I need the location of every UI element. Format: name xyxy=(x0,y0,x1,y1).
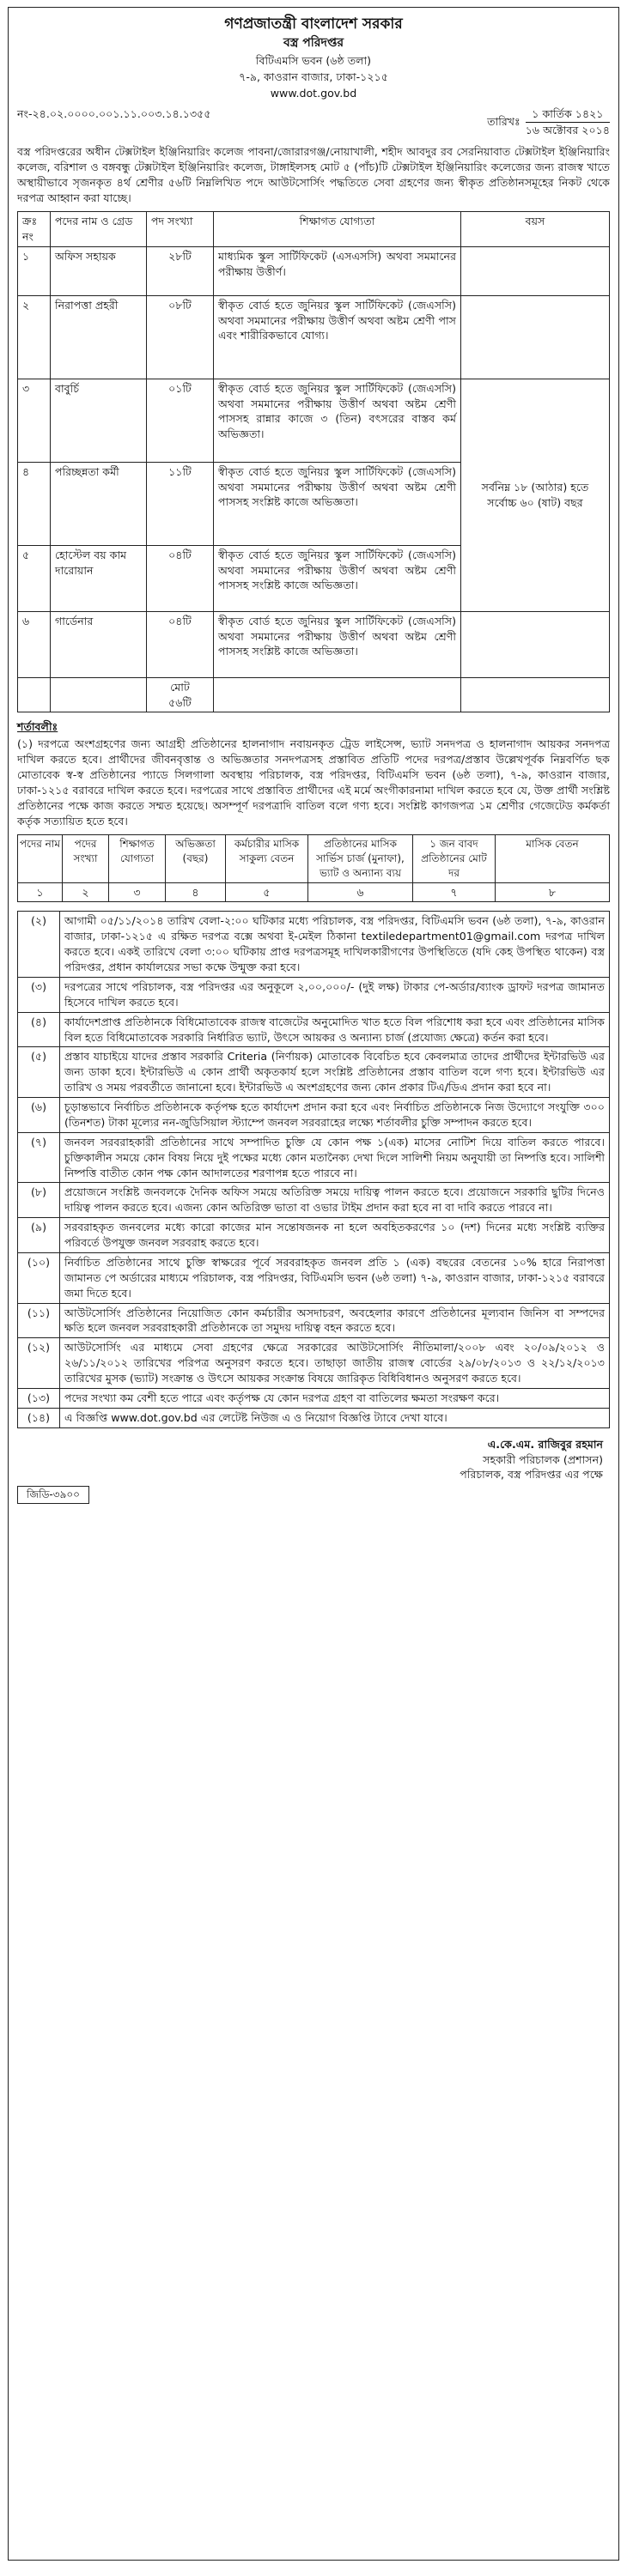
term-text: জনবল সরবরাহকারী প্রতিষ্ঠানের সাথে সম্পাদিত চুক্তি যে কোন পক্ষ ১(এক) মাসের নোটিশ দিয়ে বাতিল করতে পারবে। চুক্তিকালীন সময়ে কোন বিষয় নিয়ে দুই পক্ষের মধ্যে কোন মতানৈক্য দেখা দিলে সালিশী নিয়ম অনুযায়ী তা নিষ্পত্তি হবে। সালিশী নিষ্পত্তি বাতীত কোন পক্ষ কোন আদালতের শরণাপন্ন হতে পারবে না। xyxy=(60,1132,610,1183)
term-number: (৩) xyxy=(18,977,60,1012)
term-text: আউটসোর্সিং প্রতিষ্ঠানের নিয়োজিত কোন কর্মচারীর অসদাচরণ, অবহেলার কারণে প্রতিষ্ঠানের মূল্যবান জিনিস বা সম্পদের ক্ষতি হলে জনবল সরবরাহকারী প্রতিষ্ঠানকে তা সমুদয় দায়িত্ব বহন করতে হবে। xyxy=(60,1303,610,1338)
term-number: (২) xyxy=(18,912,60,978)
cell-post-count: ০৪টি xyxy=(147,611,214,677)
date-bangla: ১ কার্তিক ১৪২১ xyxy=(526,106,610,123)
term-number: (৯) xyxy=(18,1218,60,1253)
col-age: বয়স xyxy=(461,211,610,246)
cell-post-name: নিরাপত্তা প্রহরী xyxy=(51,295,147,379)
col-number: ২ xyxy=(63,882,109,902)
total-row xyxy=(18,677,610,712)
term-text: দরপত্রের সাথে পরিচালক, বস্ত্র পরিদপ্তর এর অনুকূলে ২,০০,০০০/- (দুই লক্ষ) টাকার পে-অর্ডার/ব্যাংক ড্রাফট দরপত্র জামানত হিসেবে দাখিল করতে হবে। xyxy=(60,977,610,1012)
col-monthly-salary: মাসিক বেতন xyxy=(496,834,610,882)
table-row xyxy=(18,611,610,677)
total-value: ৫৬টি xyxy=(168,695,192,709)
table-row xyxy=(18,1218,610,1253)
cell-post-count: ০৮টি xyxy=(147,295,214,379)
table-row xyxy=(18,1338,610,1389)
cell-post-count: ০১টি xyxy=(147,379,214,462)
col-post-name: পদের নাম xyxy=(18,834,63,882)
office-address: ৭-৯, কাওরান বাজার, ঢাকা-১২১৫ xyxy=(239,70,388,83)
tender-notice xyxy=(8,7,619,2561)
term-text: প্রস্তাব যাচাইয়ে যাদের প্রস্তাব সরকারি Criteria (নির্ণায়ক) মোতাবেক বিবেচিত হবে কেবলমাত্র তাদের প্রার্থীদের ইন্টারভিউ এর জন্য ডাকা হবে। ইন্টারভিউ এ কোন প্রার্থী অকৃতকার্য হলে সংশ্লিষ্ট প্রতিষ্ঠানের প্রস্তাব বাতিল বলে গণ্য হবে। ইন্টারভিউ এর তারিখ ও সময় পরবর্তীতে জানানো হবে। ইন্টারভিউ এ অংশগ্রহণের জন্য কোন প্রকার টিএ/ডিএ প্রদান করা হবে না। xyxy=(60,1047,610,1098)
cell-qualification: মাধ্যমিক স্কুল সার্টিফিকেট (এসএসসি) অথবা সমমানের পরীক্ষায় উত্তীর্ণ। xyxy=(214,246,461,295)
cell-qualification: স্বীকৃত বোর্ড হতে জুনিয়র স্কুল সার্টিফিকেট (জেএসসি) অথবা সমমানের পরীক্ষায় উত্তীর্ণ অথবা অষ্টম শ্রেণী পাসসহ সংশ্লিষ্ট কাজে অভিজ্ঞতা। xyxy=(214,611,461,677)
col-post-name: পদের নাম ও গ্রেড xyxy=(51,211,147,246)
notice-header xyxy=(17,14,610,101)
cell-qualification: স্বীকৃত বোর্ড হতে জুনিয়র স্কুল সার্টিফিকেট (জেএসসি) অথবা সমমানের পরীক্ষায় উত্তীর্ণ অথবা অষ্টম শ্রেণী পাসসহ সংশ্লিষ্ট কাজে অভিজ্ঞতা। xyxy=(214,545,461,611)
term-text: প্রয়োজনে সংশ্লিষ্ট জনবলকে দৈনিক অফিস সময়ে অতিরিক্ত সময়ে দায়িত্ব পালন করতে হবে। প্রয়োজনে সরকারি ছুটির দিনেও দায়িত্ব পালন করতে হবে। এজন্য কোন অতিরিক্ত ভাতা বা ওভার টাইম প্রদান করা হবে না বা দাবি করতে পারবে না। xyxy=(60,1183,610,1218)
terms-table xyxy=(17,911,610,1427)
table-row xyxy=(18,1252,610,1303)
table-row xyxy=(18,1408,610,1427)
date-label: তারিখঃ xyxy=(487,115,520,129)
term-number: (১২) xyxy=(18,1338,60,1389)
col-number: ৬ xyxy=(308,882,413,902)
cell-post-count: ২৮টি xyxy=(147,246,214,295)
term-text: কার্যাদেশপ্রাপ্ত প্রতিষ্ঠানকে বিধিমোতাবেক রাজস্ব বাজেটের অনুমোদিত খাত হতে বিল পরিশোধ করা হবে এবং প্রতিষ্ঠানের মাসিক বিল হতে বিধিমোতাবেক সরকারি নির্ধারিত ভ্যাট, উৎসে আয়কর ও অন্যান্য চার্জ (প্রযোজ্য ক্ষেত্রে) কর্তন করা হবে। xyxy=(60,1012,610,1047)
term-number: (৮) xyxy=(18,1183,60,1218)
table-row xyxy=(18,1132,610,1183)
building-name: বিটিএমসি ভবন (৬ষ্ঠ তলা) xyxy=(255,54,372,67)
total-label: মোট xyxy=(170,680,190,694)
cell-post-name: পরিচ্ছন্নতা কর্মী xyxy=(51,462,147,545)
cell-qualification: স্বীকৃত বোর্ড হতে জুনিয়র স্কুল সার্টিফিকেট (জেএসসি) অথবা সমমানের পরীক্ষায় উত্তীর্ণ অথবা অষ্টম শ্রেণী পাস এবং শারীরিকভাবে যোগ্য। xyxy=(214,295,461,379)
total-cell xyxy=(147,677,214,712)
term-text: আগামী ০৫/১১/২০১৪ তারিখ বেলা-২:০০ ঘটিকার মধ্যে পরিচালক, বস্ত্র পরিদপ্তর, বিটিএমসি ভবন (৬ষ্ঠ তলা), ৭-৯, কাওরান বাজার, ঢাকা-১২১৫ এ রক্ষিত দরপত্র বক্সে অথবা ই-মেইল ঠিকানা textiledepartment01@gmail.com দরপত্র দাখিল করতে হবে। একই তারিখে বেলা ৩:০০ ঘটিকায় প্রাপ্ত দরপত্রসমূহ দাখিলকারীগণের উপস্থিতিতে (যদি কেহ উপস্থিত থাকেন) বস্ত্র পরিদপ্তর, প্রধান কার্যালয়ের সভা কক্ষে উন্মুক্ত করা হবে। xyxy=(60,912,610,978)
cell-age-empty xyxy=(461,246,610,295)
signatory-office: পরিচালক, বস্ত্র পরিদপ্তর এর পক্ষে xyxy=(460,1468,603,1482)
cell-age-range: সর্বনিম্ন ১৮ (আঠার) হতে সর্বোচ্চ ৬০ (ষাট) বছর xyxy=(461,379,610,611)
cell-age-empty xyxy=(461,295,610,379)
posts-table xyxy=(17,211,610,713)
cell-serial: ৬ xyxy=(18,611,51,677)
terms-title: শর্তাবলীঃ xyxy=(17,720,58,734)
signatory-designation: সহকারী পরিচালক (প্রশাসন) xyxy=(483,1452,603,1466)
term-text: নির্বাচিত প্রতিষ্ঠানের সাথে চুক্তি স্বাক্ষরের পূর্বে সরবরাহকৃত জনবল প্রতি ১ (এক) বছরের বেতনের ১০% হারে নিরাপত্তা জামানত পে অর্ডারের মাধ্যমে পরিচালক, বস্ত্র পরিদপ্তর, বিটিএমসি ভবন (৬ষ্ঠ তলা) ৭-৯, কাওরান বাজার, ঢাকা-১২১৫ বরাবরে জমা দিতে হবে। xyxy=(60,1252,610,1303)
table-row xyxy=(18,1303,610,1338)
table-row xyxy=(18,1012,610,1047)
term-number: (১১) xyxy=(18,1303,60,1338)
signature-block xyxy=(17,1437,610,1483)
cell-post-name: অফিস সহায়ক xyxy=(51,246,147,295)
table-row xyxy=(18,1388,610,1408)
cell-serial: ৩ xyxy=(18,379,51,462)
col-experience: অভিজ্ঞতা (বছর) xyxy=(166,834,226,882)
col-post-count: পদ সংখ্যা xyxy=(147,211,214,246)
cell-post-name: বাবুর্চি xyxy=(51,379,147,462)
col-total-rate: ১ জন বাবদ প্রতিষ্ঠানের মোট দর xyxy=(413,834,496,882)
posts-header-row xyxy=(18,211,610,246)
date-english: ১৬ অক্টোবর ২০১৪ xyxy=(525,123,610,136)
table-row xyxy=(18,379,610,462)
term-text: চূড়ান্তভাবে নির্বাচিত প্রতিষ্ঠানকে কর্তৃপক্ষ হতে কার্যাদেশ প্রদান করা হবে এবং নির্বাচিত প্রতিষ্ঠানকে নিজ উদ্যোগে সংযুক্তি ৩০০ (তিনশত) টাকা মূল্যের নন-জুডিসিয়াল স্ট্যাম্পে জনবল সরবরাহের লক্ষ্যে শর্তাবলীর চুক্তি সম্পাদন করতে হবে। xyxy=(60,1098,610,1133)
term-number: (১৪) xyxy=(18,1408,60,1427)
table-row xyxy=(18,1183,610,1218)
term-number: (১০) xyxy=(18,1252,60,1303)
cell-age-empty xyxy=(461,611,610,677)
cell-post-count: ১১টি xyxy=(147,462,214,545)
col-number: ৫ xyxy=(226,882,308,902)
date-block xyxy=(487,106,610,138)
term-text: পদের সংখ্যা কম বেশী হতে পারে এবং কর্তৃপক্ষ যে কোন দরপত্র গ্রহণ বা বাতিলের ক্ষমতা সংরক্ষণ করে। xyxy=(60,1388,610,1408)
cell-serial: ৪ xyxy=(18,462,51,545)
dp-code: জিডি-৩৯০০ xyxy=(17,1486,89,1504)
table-row xyxy=(18,295,610,379)
cell-serial: ২ xyxy=(18,295,51,379)
department-name: বস্ত্র পরিদপ্তর xyxy=(283,36,344,51)
col-service-charge: প্রতিষ্ঠানের মাসিক সার্ভিস চার্জ (মুনাফা), ভ্যাট ও অন্যান্য ব্যয় xyxy=(308,834,413,882)
cell-serial: ১ xyxy=(18,246,51,295)
col-serial: ক্রঃ নং xyxy=(18,211,51,246)
table-row xyxy=(18,1047,610,1098)
reference-row xyxy=(17,106,610,138)
term-number: (৪) xyxy=(18,1012,60,1047)
cell-post-count: ০৪টি xyxy=(147,545,214,611)
signatory-name: এ.কে.এম. রাজিবুর রহমান xyxy=(487,1437,603,1451)
col-number: ১ xyxy=(18,882,63,902)
memo-label: নং- xyxy=(17,106,33,120)
cell-qualification: স্বীকৃত বোর্ড হতে জুনিয়র স্কুল সার্টিফিকেট (জেএসসি) অথবা সমমানের পরীক্ষায় উত্তীর্ণ অথবা অষ্টম শ্রেণী পাসসহ সংশ্লিষ্ট কাজে অভিজ্ঞতা। xyxy=(214,462,461,545)
table-row xyxy=(18,1098,610,1133)
term-text: সরবরাহকৃত জনবলের মধ্যে কারো কাজের মান সন্তোষজনক না হলে অবহিতকরণের ১০ (দশ) দিনের মধ্যে সংশ্লিষ্ট ব্যক্তির পরিবর্তে উপযুক্ত জনবল সরবরাহ করতে হবে। xyxy=(60,1218,610,1253)
col-qualification: শিক্ষাগত যোগ্যতা xyxy=(109,834,166,882)
price-number-row xyxy=(18,882,610,902)
government-title: গণপ্রজাতন্ত্রী বাংলাদেশ সরকার xyxy=(224,15,403,33)
col-post-count: পদের সংখ্যা xyxy=(63,834,109,882)
table-row xyxy=(18,246,610,295)
term-number: (৬) xyxy=(18,1098,60,1133)
term-1: (১) দরপত্রে অংশগ্রহণের জন্য আগ্রহী প্রতিষ্ঠানের হালনাগাদ নবায়নকৃত ট্রেড লাইসেন্স, ভ্যাট সনদপত্র ও হালনাগাদ আয়কর সনদপত্র দাখিল করতে হবে। প্রার্থীদের জীবনবৃত্তান্ত ও অভিজ্ঞতার সনদপত্রসহ প্রস্তাবিত প্রতিটি পদের দরপত্র/প্রস্তাব উল্লেখপূর্বক নিম্নবর্ণিত ছক মোতাবেক স্ব-স্ব প্রতিষ্ঠানের প্যাডে সিলগালা অবস্থায় পরিচালক, বস্ত্র পরিদপ্তর, বিটিএমসি ভবন (৬ষ্ঠ তলা), ৭-৯, কাওরান বাজার, ঢাকা-১২১৫ বরাবরে দাখিল করতে হবে। দরপত্রের সাথে প্রস্তাবিত প্রার্থীদের এই মর্মে অংগীকারনামা দাখিল করতে হবে যে, উক্ত প্রার্থী সংশ্লিষ্ট প্রতিষ্ঠানের পক্ষে কাজ করতে সম্মত হয়েছে। অসম্পূর্ণ দরপত্রাদি বাতিল বলে গণ্য হবে। সংশ্লিষ্ট কাগজপত্র ১ম শ্রেণীর গেজেটেড কর্মকর্তা কর্তৃক সত্যায়িত হতে হবে। xyxy=(17,737,610,827)
memo-number xyxy=(17,106,211,122)
col-number: ৪ xyxy=(166,882,226,902)
col-number: ৮ xyxy=(496,882,610,902)
term-number: (৭) xyxy=(18,1132,60,1183)
intro-paragraph: বস্ত্র পরিদপ্তরের অধীন টেক্সটাইল ইঞ্জিনিয়ারিং কলেজ পাবনা/জোরারগঞ্জ/নোয়াখালী, শহীদ আবদুর রব সেরনিয়াবাত টেক্সটাইল ইঞ্জিনিয়ারিং কলেজ, বরিশাল ও বঙ্গবন্ধু টেক্সটাইল ইঞ্জিনিয়ারিং কলেজ, টাঙ্গাইলসহ মোট ৫ (পাঁচ)টি টেক্সটাইল ইঞ্জিনিয়ারিং কলেজের জন্য রাজস্ব খাতে অস্থায়ীভাবে সৃজনকৃত ৪র্থ শ্রেণীর ৫৬টি নিম্নলিখিত পদে আউটসোর্সিং পদ্ধতিতে সেবা গ্রহণের জন্য স্বীকৃত প্রতিষ্ঠানসমূহের নিকট থেকে দরপত্র আহ্বান করা যাচ্ছে। xyxy=(17,145,610,204)
col-number: ৩ xyxy=(109,882,166,902)
cell-qualification: স্বীকৃত বোর্ড হতে জুনিয়র স্কুল সার্টিফিকেট (জেএসসি) অথবা সমমানের পরীক্ষায় উত্তীর্ণ অথবা অষ্টম শ্রেণী পাসসহ রান্নার কাজে ৩ (তিন) বৎসরের বাস্তব কর্ম অভিজ্ঞতা। xyxy=(214,379,461,462)
memo-value: ২৪.০২.০০০০.০০১.১১.০০৩.১৪.১৩৫৫ xyxy=(32,106,211,120)
term-number: (১৩) xyxy=(18,1388,60,1408)
col-qualification: শিক্ষাগত যোগ্যতা xyxy=(214,211,461,246)
price-header-row xyxy=(18,834,610,882)
cell-post-name: হোস্টেল বয় কাম দারোয়ান xyxy=(51,545,147,611)
price-format-table xyxy=(17,834,610,903)
col-salary: কর্মচারীর মাসিক সাকুল্য বেতন xyxy=(226,834,308,882)
website-link[interactable]: www.dot.gov.bd xyxy=(270,86,357,100)
table-row xyxy=(18,912,610,978)
term-text: এ বিজ্ঞপ্তি www.dot.gov.bd এর লেটেষ্ট নিউজ এ ও নিয়োগ বিজ্ঞপ্তি ট্যাবে দেখা যাবে। xyxy=(60,1408,610,1427)
cell-serial: ৫ xyxy=(18,545,51,611)
table-row xyxy=(18,977,610,1012)
cell-post-name: গার্ডেনার xyxy=(51,611,147,677)
col-number: ৭ xyxy=(413,882,496,902)
term-number: (৫) xyxy=(18,1047,60,1098)
term-text: আউটসোর্সিং এর মাধ্যমে সেবা গ্রহণের ক্ষেত্রে সরকারের আউটসোর্সিং নীতিমালা/২০০৮ এবং ২০/০৯/২০১২ ও ২৬/১১/২০১২ তারিখের পরিপত্র অনুসরণ করতে হবে। তাছাড়া জাতীয় রাজস্ব বোর্ডের ২৯/০৮/২০১৩ ও ২২/১২/২০১৩ তারিখের মুসক (ভ্যাট) সংক্রান্ত ও উৎসে আয়কর সংক্রান্ত বিষয়ে জারিকৃত বিধিবিধানও অনুসরণ করতে হবে। xyxy=(60,1338,610,1389)
